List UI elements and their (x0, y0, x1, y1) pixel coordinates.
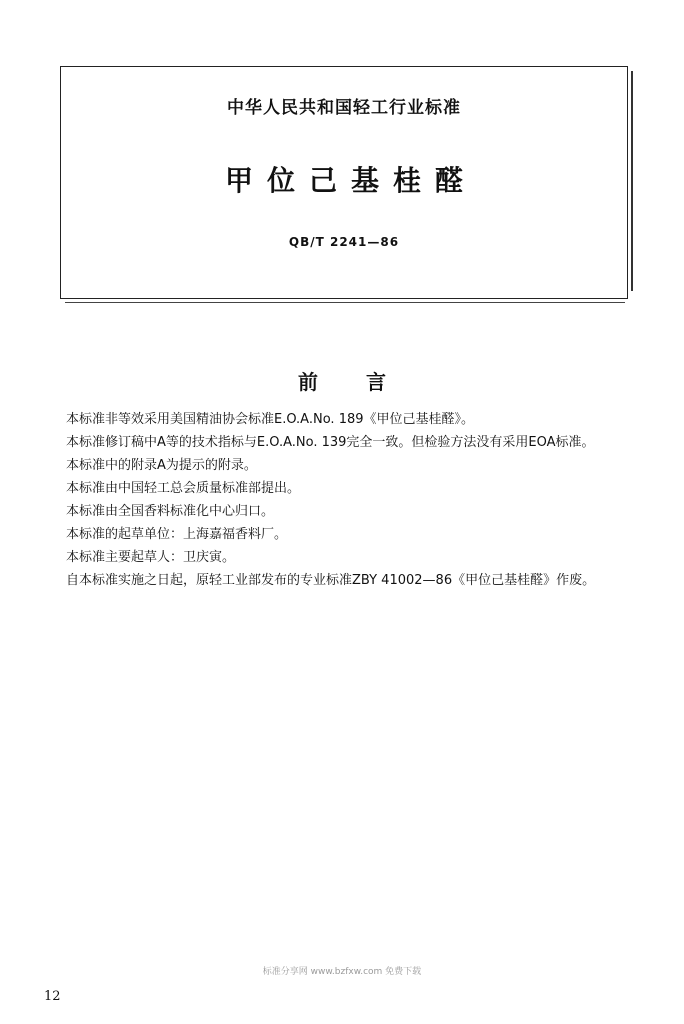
standard-title: 甲位己基桂醛 (224, 164, 477, 197)
foreword-heading: 前言 (298, 370, 434, 394)
frame-rule-bottom (65, 302, 625, 304)
standard-organization: 中华人民共和国轻工行业标准 (227, 98, 461, 118)
watermark-text: 标准分享网 www.bzfxw.com 免费下载 (262, 967, 422, 977)
foreword-paragraph: 本标准主要起草人：卫庆寅。 (66, 550, 236, 565)
foreword-paragraph: 自本标准实施之日起，原轻工业部发布的专业标准ZBY 41002—86《甲位己基桂醛》作废。 (66, 573, 596, 588)
foreword-body (40, 408, 656, 592)
frame-rule-right (631, 71, 633, 291)
foreword-paragraph: 本标准的起草单位：上海嘉福香料厂。 (66, 527, 288, 542)
foreword-paragraph: 本标准修订稿中A等的技术指标与E.O.A.No. 139完全一致。但检验方法没有采用EOA标准。 (66, 435, 595, 450)
standard-title-box (60, 66, 628, 299)
foreword-paragraph: 本标准由中国轻工总会质量标准部提出。 (66, 481, 301, 496)
foreword-paragraph: 本标准由全国香料标准化中心归口。 (66, 504, 275, 519)
standard-code: QB/T 2241—86 (288, 235, 400, 249)
foreword-paragraph: 本标准非等效采用美国精油协会标准E.O.A.No. 189《甲位己基桂醛》。 (66, 412, 475, 427)
foreword-paragraph: 本标准中的附录A为提示的附录。 (66, 458, 257, 473)
page-number: 12 (44, 989, 61, 1004)
